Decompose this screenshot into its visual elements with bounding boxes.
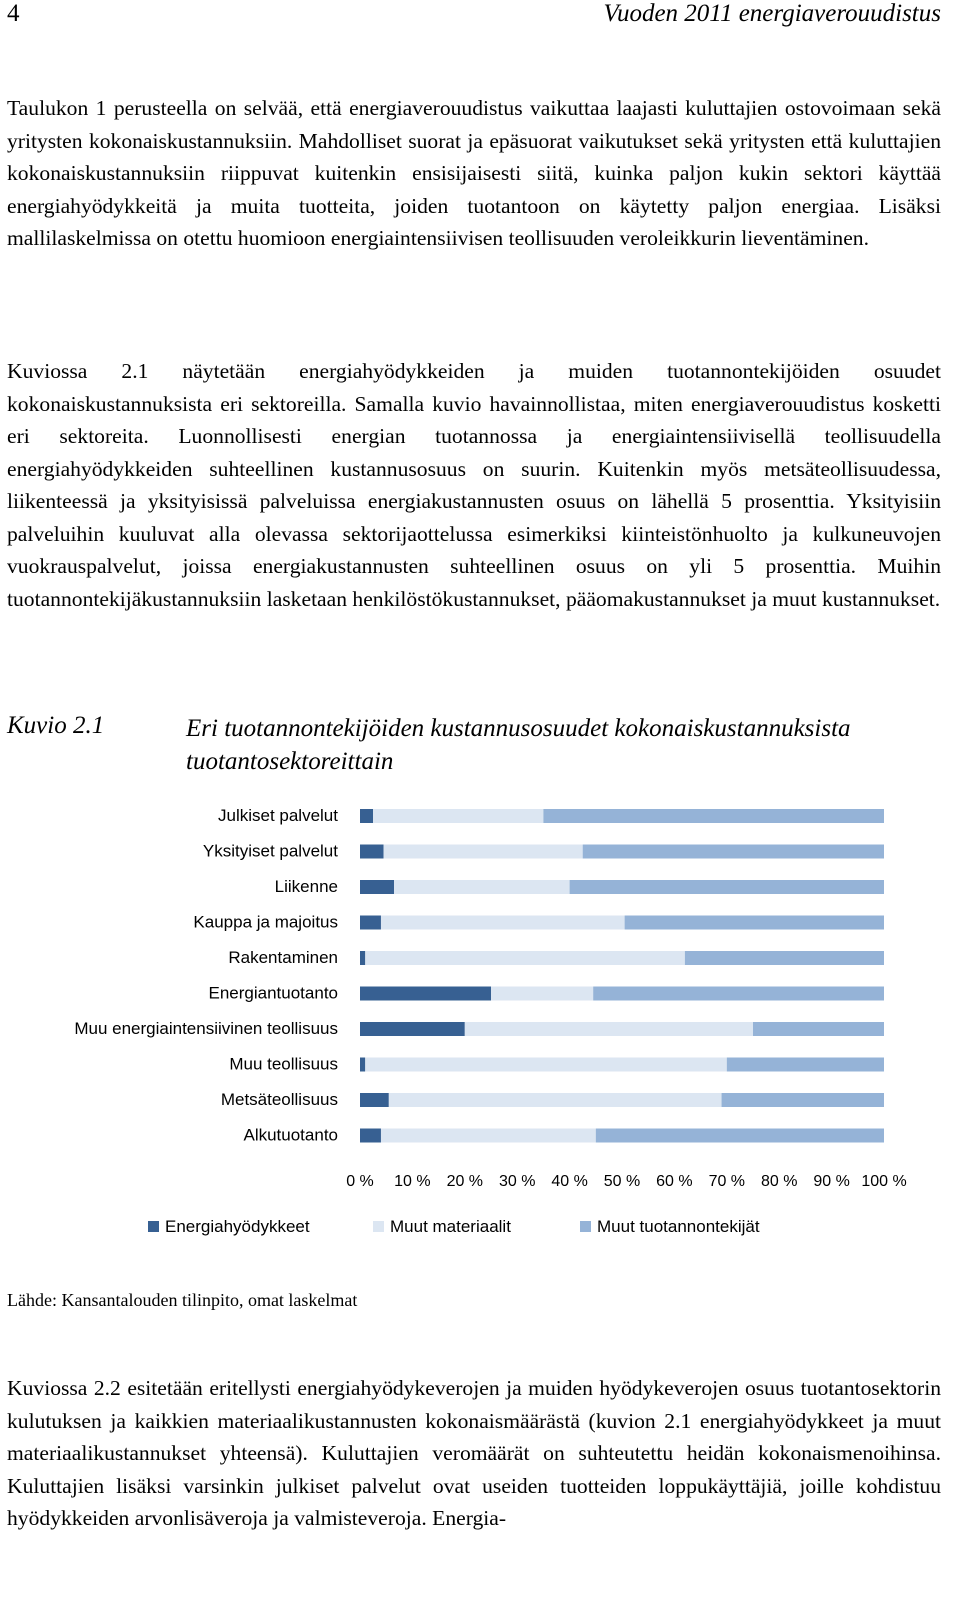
- bar-segment: [685, 951, 884, 965]
- bar-segment: [381, 1129, 596, 1143]
- category-label: Muu teollisuus: [229, 1054, 338, 1074]
- x-tick-label: 80 %: [760, 1173, 798, 1190]
- legend-label: Energiahyödykkeet: [165, 1217, 310, 1236]
- bar-segment: [360, 1058, 365, 1072]
- legend-swatch: [148, 1221, 159, 1232]
- bar-segment: [373, 809, 543, 823]
- category-label: Alkutuotanto: [243, 1125, 338, 1145]
- bar-segment: [360, 1022, 465, 1036]
- bar-segment: [365, 951, 685, 965]
- legend-label: Muut materiaalit: [390, 1217, 511, 1236]
- paragraph: Kuviossa 2.1 näytetään energiahyödykkeiden ja muiden tuotannontekijöiden osuudet kokonaiskustannuksista eri sektoreilla. Samalla kuvio havainnollistaa, miten energiaverouudistus kosketti eri sektoreita. Luonnollisesti energian tuotannossa ja energiaintensiivisellä teollisuudella energiahyödykkeiden suhteellinen kustannusosuus on suurin. Kuitenkin myös metsäteollisuudessa, liikenteessä ja yksityisissä palveluissa energiakustannusten osuus on lähellä 5 prosenttia. Yksityisiin palveluihin kuuluvat alla olevassa sektorijaottelussa esimerkiksi kiinteistönhuolto ja kulkuneuvojen vuokrauspalvelut, joissa energiakustannusten suhteellinen osuus on yli 5 prosenttia. Muihin tuotannontekijäkustannuksiin lasketaan henkilöstökustannukset, pääomakustannukset ja muut kustannukset.: [7, 359, 941, 611]
- legend-swatch: [373, 1221, 384, 1232]
- figure-source: Lähde: Kansantalouden tilinpito, omat laskelmat: [7, 1290, 358, 1310]
- bar-segment: [727, 1058, 884, 1072]
- bar-segment: [465, 1022, 753, 1036]
- bar-segment: [593, 987, 884, 1001]
- bar-segment: [491, 987, 593, 1001]
- x-tick-label: 100 %: [861, 1173, 907, 1190]
- paragraph: Taulukon 1 perusteella on selvää, että energiaverouudistus vaikuttaa laajasti kuluttajien ostovoimaan sekä yritysten kokonaiskustannuksiin. Mahdolliset suorat ja epäsuorat vaikutukset sekä yritysten että kuluttajien kokonaiskustannuksiin riippuvat kuitenkin ensisijaisesti siitä, kuinka paljon kukin sektori käyttää energiahyödykkeitä ja muita tuotteita, joiden tuotantoon on käytetty paljon energiaa. Lisäksi mallilaskelmissa on otettu huomioon energiaintensiivisen teollisuuden veroleikkurin lieventäminen.: [7, 96, 941, 250]
- x-tick-label: 60 %: [656, 1173, 693, 1190]
- category-label: Liikenne: [274, 877, 338, 896]
- category-label: Rakentaminen: [228, 948, 338, 967]
- x-tick-label: 30 %: [498, 1173, 536, 1190]
- bar-segment: [543, 809, 884, 823]
- legend-label: Muut tuotannontekijät: [597, 1217, 760, 1236]
- category-label: Muu energiaintensiivinen teollisuus: [74, 1019, 338, 1038]
- x-tick-label: 90 %: [813, 1173, 850, 1190]
- bar-segment: [365, 1058, 727, 1072]
- figure-title: Eri tuotannontekijöiden kustannusosuudet kokonaiskustannuksista tuotantosektoreittain: [186, 715, 851, 775]
- category-label: Yksityiset palvelut: [202, 841, 338, 861]
- running-title: Vuoden 2011 energiaverouudistus: [603, 0, 941, 27]
- bar-segment: [360, 845, 384, 859]
- bar-segment: [360, 809, 373, 823]
- bar-segment: [625, 916, 884, 930]
- bar-segment: [722, 1093, 884, 1107]
- x-tick-label: 40 %: [551, 1173, 588, 1190]
- bar-segment: [389, 1093, 722, 1107]
- bar-segment: [381, 916, 625, 930]
- stacked-bar-chart: [0, 790, 960, 1260]
- category-label: Julkiset palvelut: [217, 806, 338, 825]
- category-label: Kauppa ja majoitus: [193, 912, 338, 932]
- bar-segment: [360, 1129, 381, 1143]
- x-tick-label: 0 %: [346, 1173, 374, 1190]
- bar-segment: [360, 987, 491, 1001]
- x-tick-label: 50 %: [603, 1173, 641, 1190]
- category-label: Metsäteollisuus: [220, 1090, 338, 1109]
- legend-swatch: [580, 1221, 591, 1232]
- x-tick-label: 20 %: [446, 1173, 484, 1190]
- paragraph: Kuviossa 2.2 esitetään eritellysti energiahyödykeverojen ja muiden hyödykeverojen osuus tuotantosektorin kulutuksen ja kaikkien materiaalikustannusten kokonaismäärästä (kuvion 2.1 energiahyödykkeet ja muut materiaalikustannukset yhteensä). Kuluttajien veromäärät on suhteutettu heidän kokonaismenoihinsa. Kuluttajien lisäksi varsinkin julkiset palvelut ovat useiden tuotteiden loppukäyttäjiä, joille kohdistuu hyödykkeiden arvonlisäveroja ja valmisteveroja. Energia-: [7, 1376, 941, 1530]
- bar-segment: [394, 880, 570, 894]
- bar-segment: [360, 880, 394, 894]
- bar-segment: [583, 845, 884, 859]
- x-tick-label: 10 %: [394, 1173, 431, 1190]
- page-number: 4: [7, 0, 20, 27]
- figure-label: Kuvio 2.1: [7, 712, 105, 739]
- bar-segment: [360, 1093, 389, 1107]
- bar-segment: [384, 845, 583, 859]
- category-label: Energiantuotanto: [208, 983, 338, 1003]
- bar-segment: [360, 916, 381, 930]
- bar-segment: [753, 1022, 884, 1036]
- x-tick-label: 70 %: [708, 1173, 746, 1190]
- bar-segment: [570, 880, 884, 894]
- bar-segment: [596, 1129, 884, 1143]
- bar-segment: [360, 951, 365, 965]
